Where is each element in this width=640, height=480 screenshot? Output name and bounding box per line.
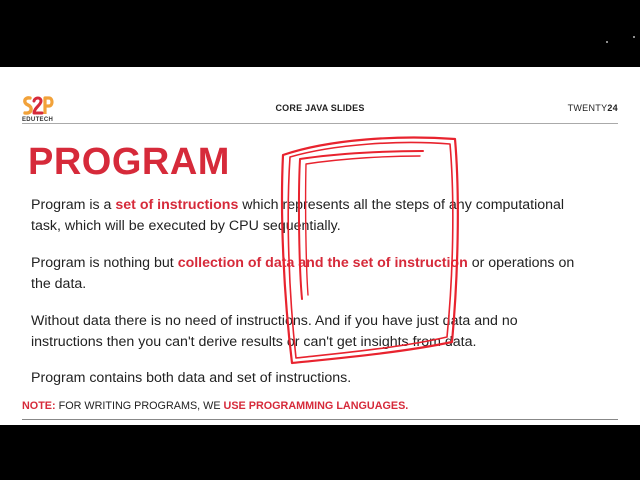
screen-dot	[606, 41, 608, 43]
paragraph-2: Program is nothing but collection of data and the set of instruction or operations on the data.	[31, 255, 575, 292]
screen-dot	[633, 36, 635, 38]
header-title: CORE JAVA SLIDES	[275, 103, 365, 113]
header-right-label: TWENTY24	[567, 103, 618, 113]
header-divider	[22, 123, 618, 124]
footer-divider	[22, 419, 618, 420]
note-highlight: USE PROGRAMMING LANGUAGES.	[223, 400, 409, 412]
paragraph-1: Program is a set of instructions which represents all the steps of any computational task, which will be executed by CPU sequentially.	[31, 197, 565, 234]
slide	[0, 67, 640, 425]
paragraph-3: Without data there is no need of instructions. And if you have just data and no instructions then you can't derive results or can't get insights from data.	[31, 313, 518, 350]
note-line: NOTE: FOR WRITING PROGRAMS, WE USE PROGRAMMING LANGUAGES.	[22, 400, 409, 412]
highlight-collection-of-data: collection of data and the set of instruction	[177, 255, 468, 271]
paragraph-4: Program contains both data and set of instructions.	[31, 370, 352, 386]
logo-subtitle: EDUTECH	[22, 117, 54, 123]
slide-title: PROGRAM	[28, 141, 230, 183]
highlight-set-of-instructions: set of instructions	[115, 197, 239, 213]
note-label: NOTE:	[22, 400, 56, 412]
